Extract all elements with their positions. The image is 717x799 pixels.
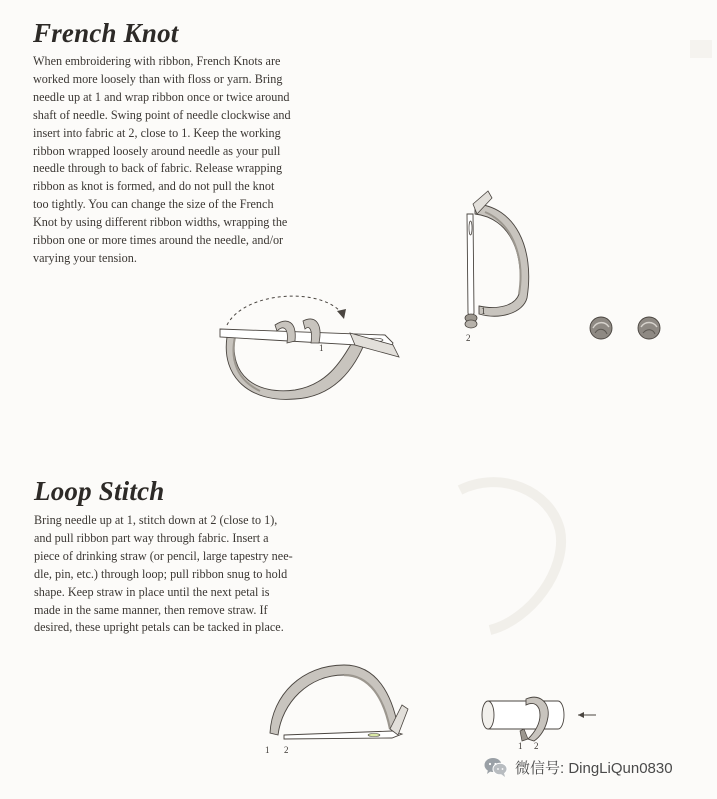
instruction-line: When embroidering with ribbon, French Knots are (33, 54, 281, 68)
instruction-line: shaft of needle. Swing point of needle clockwise and (33, 107, 291, 122)
french-knot-instructions (33, 53, 383, 268)
loop-stitch-arch-illustration (262, 655, 422, 755)
point-label-1: 1 (518, 741, 523, 751)
loop-stitch-title: Loop Stitch (34, 476, 165, 506)
point-label-2: 2 (466, 333, 471, 343)
wechat-watermark (483, 753, 673, 781)
instruction-line: piece of drinking straw (or pencil, large tapestry nee- (34, 548, 293, 563)
instruction-line: insert into fabric at 2, close to 1. Keep the working (33, 125, 281, 140)
instruction-line: made in the same manner, then remove straw. If (34, 602, 268, 617)
finished-knot (590, 317, 612, 339)
instruction-line: ribbon one or more times around the needle, and/or (33, 233, 284, 248)
instruction-line: ribbon as knot is formed, and do not pull the knot (33, 179, 275, 194)
instruction-line: ribbon wrapped loosely around needle as your pull (33, 143, 281, 158)
instruction-line: worked more loosely than with floss or yarn. Bring (33, 71, 283, 86)
loop-stitch-straw-illustration (478, 693, 608, 753)
instruction-line: needle up at 1 and wrap ribbon once or twice around (33, 89, 290, 104)
instruction-line: Knot by using different ribbon widths, wrapping the (33, 215, 288, 230)
instruction-line: Bring needle up at 1, stitch down at 2 (close to 1), (34, 513, 278, 527)
scan-artifact (690, 40, 712, 58)
wechat-id-text: 微信号: DingLiQun0830 (515, 759, 673, 777)
instruction-line: and pull ribbon part way through fabric. Insert a (34, 530, 269, 545)
point-label-1: 1 (265, 745, 270, 755)
point-label-2: 2 (534, 741, 539, 751)
instruction-line: desired, these upright petals can be tacked in place. (34, 620, 284, 635)
finished-knots-illustration (585, 313, 670, 343)
loop-stitch-instructions (34, 512, 354, 637)
point-label-1: 1 (481, 306, 486, 316)
instruction-line: varying your tension. (33, 250, 137, 265)
french-knot-wrap-illustration (215, 285, 405, 425)
instruction-line: too tightly. You can change the size of the French (33, 197, 274, 212)
wechat-icon (483, 754, 509, 780)
instruction-line: needle through to back of fabric. Release wrapping (33, 161, 283, 176)
french-knot-insert-illustration (455, 188, 545, 348)
point-label-2: 2 (284, 745, 289, 755)
point-label-1: 1 (319, 343, 324, 353)
instruction-line: dle, pin, etc.) through loop; pull ribbon snug to hold (34, 566, 288, 581)
finished-knot (638, 317, 660, 339)
instruction-line: shape. Keep straw in place until the next petal is (34, 584, 270, 599)
french-knot-title: French Knot (33, 18, 179, 48)
bleed-through-shadow (440, 470, 590, 640)
